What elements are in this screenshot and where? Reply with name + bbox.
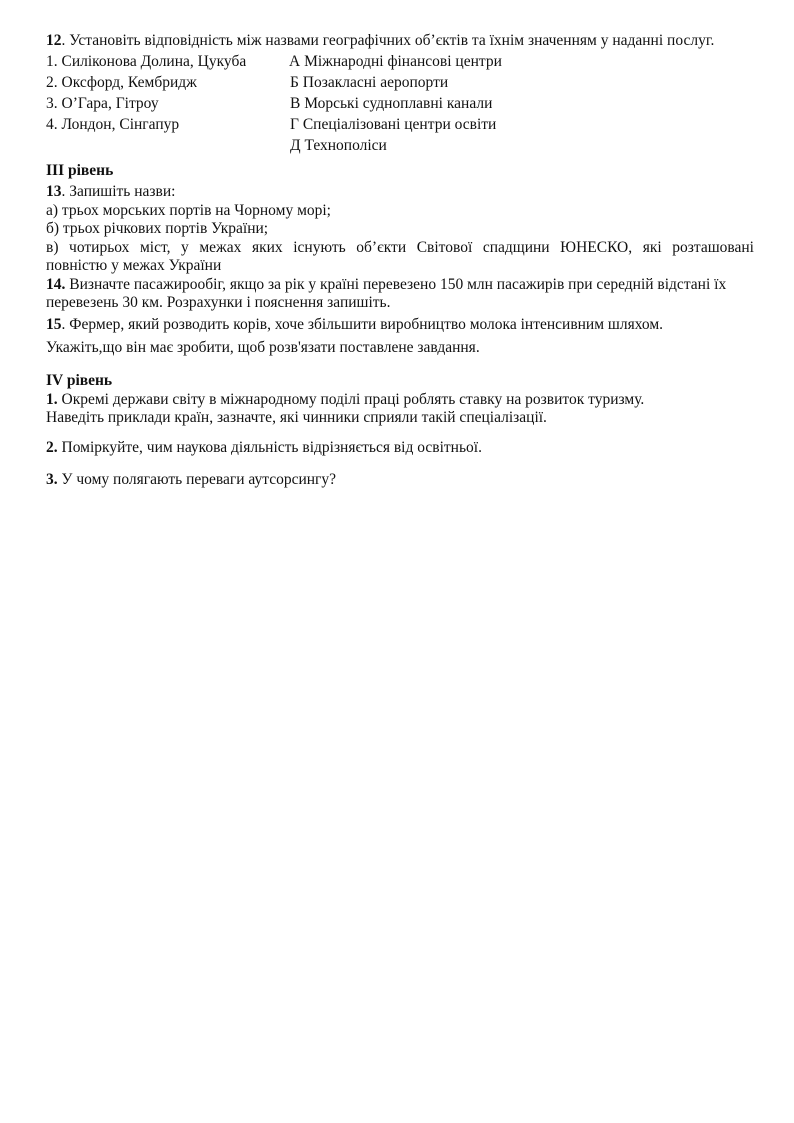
question-15-line1 bbox=[46, 315, 663, 335]
question-13-item-a: а) трьох морських портів на Чорному морі; bbox=[46, 202, 331, 219]
match-right-d: Г Спеціалізовані центри освіти bbox=[290, 116, 497, 133]
question-13-item-b: б) трьох річкових портів України; bbox=[46, 220, 269, 237]
level-3-heading: ІІІ рівень bbox=[46, 162, 114, 179]
question-number: 14. bbox=[46, 276, 66, 293]
question-15-line2: Укажіть,що він має зробити, щоб розв'язати поставлене завдання. bbox=[46, 339, 480, 356]
match-left-1: 1. Силіконова Долина, Цукуба bbox=[46, 53, 247, 70]
question-number: 13 bbox=[46, 183, 62, 200]
match-left-2: 2. Оксфорд, Кембридж bbox=[46, 74, 197, 91]
question-13 bbox=[46, 182, 175, 202]
match-right-a: А Міжнародні фінансові центри bbox=[289, 53, 502, 70]
level-4-question-1-line1 bbox=[46, 390, 644, 410]
question-text: Поміркуйте, чим наукова діяльність відрізняється від освітньої. bbox=[57, 439, 482, 456]
question-number: 12 bbox=[46, 32, 62, 49]
question-text: Визначте пасажирообіг, якщо за рік у країні перевезено 150 млн пасажирів при середній відстані їх bbox=[65, 276, 727, 293]
question-14-line2: перевезень 30 км. Розрахунки і пояснення запишіть. bbox=[46, 294, 391, 311]
question-13-item-c-line1: в) чотирьох міст, у межах яких існують об’єкти Світової спадщини ЮНЕСКО, які розташовані bbox=[46, 239, 754, 256]
question-number: 15 bbox=[46, 316, 62, 333]
match-right-b: Б Позакласні аеропорти bbox=[290, 74, 449, 91]
question-text: У чому полягають переваги аутсорсингу? bbox=[57, 471, 337, 488]
question-number: 3. bbox=[46, 471, 58, 488]
level-4-heading: IV рівень bbox=[46, 372, 113, 389]
question-number: 2. bbox=[46, 439, 58, 456]
question-text: . Запишіть назви: bbox=[61, 183, 176, 200]
question-text: Окремі держави світу в міжнародному поділі праці роблять ставку на розвиток туризму. bbox=[57, 391, 645, 408]
match-right-c: В Морські судноплавні канали bbox=[290, 95, 493, 112]
question-number: 1. bbox=[46, 391, 58, 408]
question-13-item-c-line2: повністю у межах України bbox=[46, 257, 222, 274]
question-14-line1 bbox=[46, 275, 726, 295]
level-4-question-1-line2: Наведіть приклади країн, зазначте, які чинники сприяли такій спеціалізації. bbox=[46, 409, 547, 426]
match-left-4: 4. Лондон, Сінгапур bbox=[46, 116, 180, 133]
level-4-question-3 bbox=[46, 470, 336, 490]
match-right-e: Д Технополіси bbox=[290, 137, 387, 154]
level-4-question-2 bbox=[46, 438, 482, 458]
question-text: . Установіть відповідність між назвами географічних об’єктів та їхнім значенням у наданні послуг. bbox=[61, 32, 715, 49]
question-text: . Фермер, який розводить корів, хоче збільшити виробництво молока інтенсивним шляхом. bbox=[61, 316, 664, 333]
match-left-3: 3. О’Гара, Гітроу bbox=[46, 95, 159, 112]
question-12 bbox=[46, 31, 714, 51]
